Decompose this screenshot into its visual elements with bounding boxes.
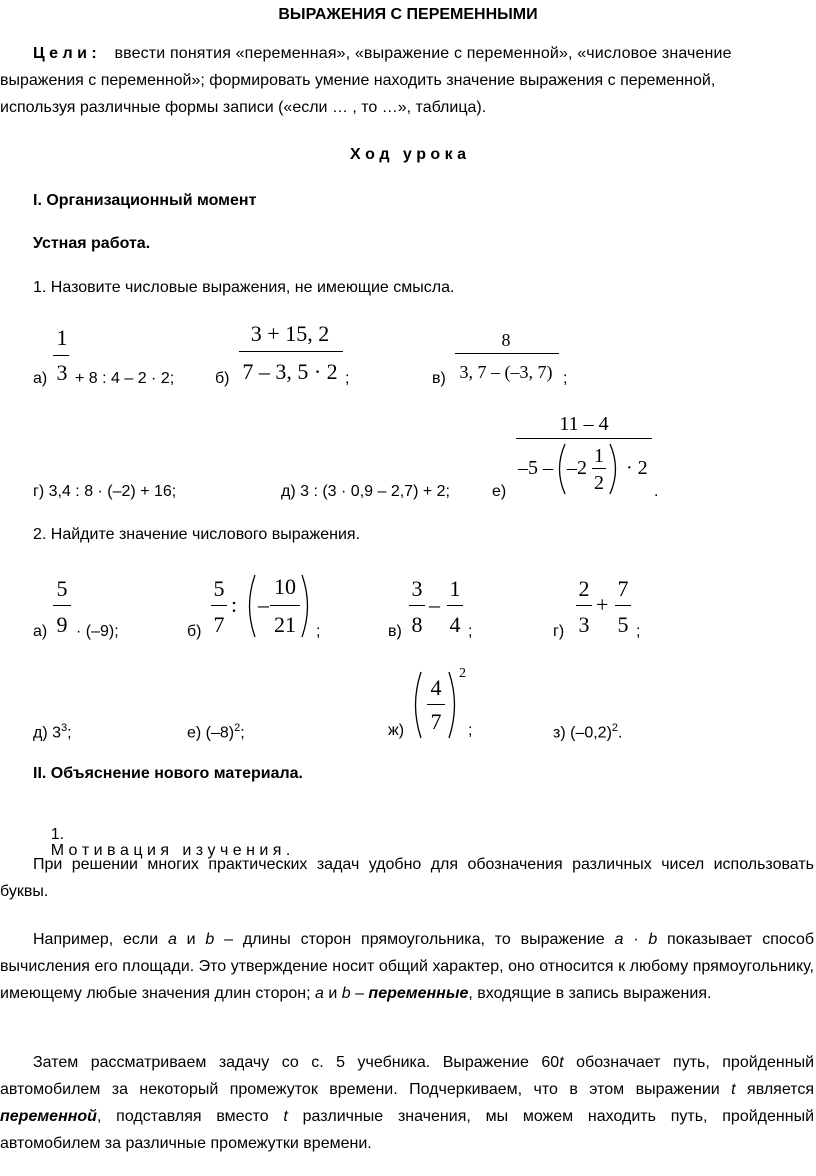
motivation-text: М о т и в а ц и я и з у ч е н и я . (50, 842, 291, 859)
task2-g-numerator-2: 7 (617, 576, 629, 601)
p3-text-4: , подставляя вместо (96, 1108, 284, 1125)
p2-expr-ab: a · b (614, 931, 658, 948)
task2-v-denominator-2: 4 (449, 612, 461, 637)
task2-g-denominator-1: 3 (578, 612, 590, 637)
task1-e-inner-denominator: 2 (594, 472, 604, 494)
task2-b-denominator-2: 21 (274, 612, 296, 637)
task1-b-label: б) (215, 370, 230, 387)
task1-e-numerator: 11 – 4 (559, 413, 609, 435)
p2-text-2: и (176, 931, 206, 948)
p2-var-a: a (167, 931, 177, 948)
task2-a-denominator: 9 (56, 612, 68, 637)
p3-text-5: различные значения, мы можем находить путь, пройденный автомобилем за различные промежутки времени. (0, 1108, 814, 1152)
p2-text-7: , входящие в запись выражения. (468, 985, 712, 1002)
p2-text-6: – (350, 985, 369, 1002)
task2-z-base: з) (–0,2) (553, 724, 612, 742)
task2-v-fraction-bar-2 (447, 605, 463, 606)
task1-e-label: е) (492, 483, 507, 500)
task2-e-base: е) (–8) (187, 724, 235, 742)
task1-prompt: 1. Назовите числовые выражения, не имеющие смысла. (33, 279, 455, 296)
task2-b-minus: – (258, 592, 269, 617)
p2-text-3: – длины сторон прямоугольника, то выражение (214, 931, 615, 948)
task1-v-fraction-bar (455, 353, 559, 354)
goals-line-1 (33, 46, 814, 62)
goals-line-2: выражения с переменной»; формировать умение находить значение выражения с переменной, (0, 72, 716, 89)
p3-text-3: является (735, 1081, 815, 1098)
p3-term-variable: переменной (0, 1108, 97, 1125)
goals-line-3: используя различные формы записи («если … , то …», таблица). (0, 99, 487, 116)
task2-a-numerator: 5 (56, 576, 68, 601)
task2-zh-numerator: 4 (430, 675, 442, 700)
task1-e-inner-numerator: 1 (594, 445, 604, 467)
task2-b-label: б) (187, 623, 202, 640)
task2-g-label: г) (553, 623, 565, 640)
task1-e-fraction-bar (516, 438, 652, 439)
task2-zh-left-paren (409, 670, 423, 740)
task1-e-end: . (654, 483, 659, 500)
page-title: ВЫРАЖЕНИЯ С ПЕРЕМЕННЫМИ (278, 6, 538, 23)
task2-v-label: в) (388, 623, 402, 640)
task2-a-fraction-bar (53, 605, 71, 606)
task1-a-numerator: 1 (56, 325, 68, 350)
task2-g-end: ; (636, 623, 641, 640)
task2-b-end: ; (316, 623, 321, 640)
task2-v-minus: – (429, 592, 440, 617)
task2-d-end: ; (67, 724, 72, 742)
task2-zh-fraction-bar (427, 704, 445, 705)
paragraph-letters: При решении многих практических задач удобно для обозначения различных чисел использовать буквы. (0, 856, 814, 900)
task1-b-denominator: 7 – 3, 5 · 2 (242, 359, 338, 384)
task1-v-label: в) (432, 370, 446, 387)
task1-e-den-part-c: · 2 (626, 457, 648, 479)
task2-b-numerator-1: 5 (213, 576, 225, 601)
task2-d-exponent: 3 (61, 722, 68, 734)
lesson-heading: Х о д у р о к а (350, 146, 466, 163)
task1-v-numerator: 8 (501, 330, 511, 350)
task2-v-numerator-1: 3 (411, 576, 423, 601)
p2-var-b: b (205, 931, 215, 948)
task1-b-numerator: 3 + 15, 2 (250, 321, 330, 346)
goals-text-1: ввести понятия «переменная», «выражение с переменной», «числовое значение (114, 45, 732, 62)
task1-a-rest: + 8 : 4 – 2 · 2; (75, 370, 175, 387)
task2-zh-exponent: 2 (459, 666, 466, 681)
task2-g-denominator-2: 5 (617, 612, 629, 637)
task2-e-exponent: 2 (234, 722, 241, 734)
p2-var-a-2: a (314, 985, 324, 1002)
task2-b-denominator-1: 7 (213, 612, 225, 637)
task2-a-label: а) (33, 623, 48, 640)
section-new-material: II. Объяснение нового материала. (33, 765, 303, 782)
task2-g-fraction-bar-2 (615, 605, 631, 606)
task1-e-den-part-b: –2 (567, 457, 587, 479)
task2-b-right-paren (300, 573, 314, 639)
p2-text-5: и (323, 985, 342, 1002)
task2-b-fraction-bar-2 (270, 605, 300, 606)
task1-b-fraction-bar (239, 351, 343, 352)
task2-b-colon: : (231, 592, 238, 617)
goals-label: Ц е л и : (33, 45, 97, 62)
task2-v-denominator-1: 8 (411, 612, 423, 637)
task1-v-denominator: 3, 7 – (–3, 7) (459, 362, 553, 382)
p2-text-4: показывает способ вычисления его площади. Это утверждение носит общий характер, оно относится к любому прямоугольнику, имеющему любые значения длин сторон; (0, 931, 815, 1002)
task1-e-right-paren (608, 442, 622, 496)
task1-a-fraction-bar (53, 355, 69, 356)
task2-g-fraction-bar-1 (576, 605, 592, 606)
task1-e-inner-fraction-bar (592, 468, 606, 469)
task2-d (33, 723, 72, 741)
task2-e (187, 723, 245, 741)
task2-prompt: 2. Найдите значение числового выражения. (33, 526, 361, 543)
task1-a-denominator: 3 (56, 360, 68, 385)
p2-var-b-2: b (341, 985, 351, 1002)
task2-z-exponent: 2 (611, 722, 619, 734)
task2-b-numerator-2: 10 (274, 574, 296, 599)
task2-z (553, 723, 622, 741)
motivation-number: 1. (50, 826, 65, 843)
p3-text-1: Затем рассматриваем задачу со с. 5 учебника. Выражение 60 (33, 1054, 560, 1071)
task2-d-base: д) 3 (33, 724, 62, 742)
p3-var-t-2: t (731, 1081, 736, 1098)
task1-e-left-paren (553, 442, 567, 496)
p3-text-2: обозначает путь, пройденный автомобилем за некоторый промежуток времени. Подчеркиваем, что в этом выражении (0, 1054, 815, 1098)
paragraph-path (0, 1049, 814, 1157)
task2-g-plus: + (596, 592, 609, 617)
p3-var-t-3: t (283, 1108, 288, 1125)
oral-work-heading: Устная работа. (33, 235, 151, 252)
p3-var-t: t (559, 1054, 564, 1071)
task1-g: г) 3,4 : 8 · (–2) + 16; (33, 483, 177, 500)
paragraph-rectangle (0, 926, 814, 1007)
task2-e-end: ; (240, 724, 245, 742)
task2-b-left-paren (243, 573, 257, 639)
task1-v-end: ; (563, 370, 568, 387)
task2-zh-label: ж) (388, 722, 405, 739)
task1-b-end: ; (345, 370, 350, 387)
task2-v-end: ; (468, 623, 473, 640)
task2-b-fraction-bar-1 (211, 605, 227, 606)
task1-d: д) 3 : (3 · 0,9 – 2,7) + 2; (281, 483, 450, 500)
task1-a-label: а) (33, 370, 48, 387)
task2-zh-denominator: 7 (430, 709, 442, 734)
task2-v-numerator-2: 1 (449, 576, 461, 601)
task2-a-rest: · (–9); (76, 623, 119, 640)
task1-e-den-part-a: –5 – (518, 457, 553, 479)
task2-g-numerator-1: 2 (578, 576, 590, 601)
task2-zh-end: ; (468, 722, 473, 739)
task2-z-end: . (618, 724, 623, 742)
p2-text-1: Например, если (33, 931, 168, 948)
task2-v-fraction-bar-1 (409, 605, 425, 606)
p2-term-variables: переменные (368, 985, 469, 1002)
section-organizational: I. Организационный момент (33, 192, 257, 209)
